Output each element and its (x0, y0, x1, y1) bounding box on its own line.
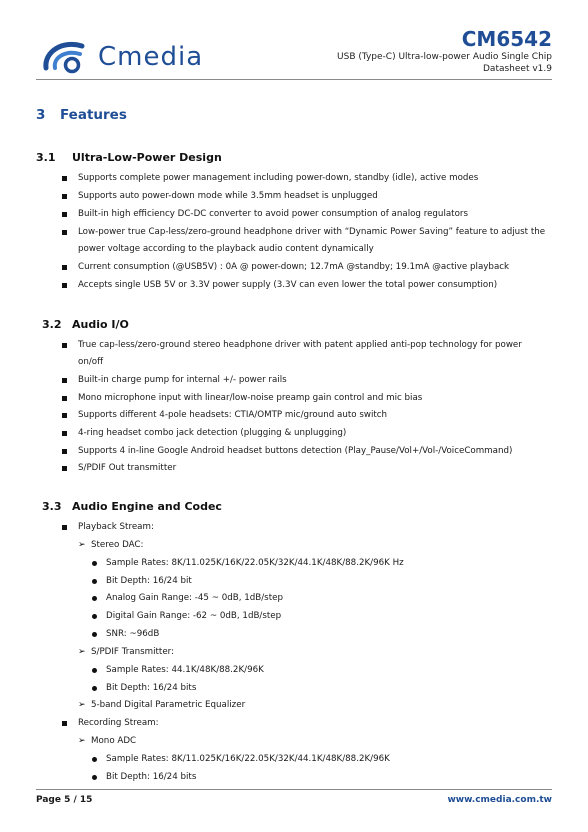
bullet-square-icon (62, 525, 67, 530)
bullet-dot-icon (92, 775, 97, 780)
bullet-dot-icon (92, 579, 97, 584)
subsection-title: Audio I/O (72, 318, 129, 331)
list-item: Low-power true Cap-less/zero-ground headphone driver with “Dynamic Power Saving” feature to adjust the (78, 227, 546, 237)
bullet-square-icon (62, 466, 67, 471)
bullet-square-icon (62, 212, 67, 217)
cmedia-logo-icon (40, 38, 96, 74)
bullet-dot-icon (92, 668, 97, 673)
bullet-square-icon (62, 431, 67, 436)
subsection-title: Audio Engine and Codec (72, 500, 222, 513)
list-item: 5-band Digital Parametric Equalizer (91, 700, 246, 710)
bullet-square-icon (62, 176, 67, 181)
bullet-dot-icon (92, 686, 97, 691)
list-item: Analog Gain Range: -45 ~ 0dB, 1dB/step (106, 593, 283, 603)
arrow-bullet-icon: ➢ (78, 647, 86, 657)
list-item: Built-in charge pump for internal +/- power rails (78, 375, 287, 385)
bullet-square-icon (62, 265, 67, 270)
list-item: Sample Rates: 8K/11.025K/16K/22.05K/32K/44.1K/48K/88.2K/96K Hz (106, 558, 404, 568)
list-item: Bit Depth: 16/24 bits (106, 683, 197, 693)
list-item: Built-in high efficiency DC-DC converter to avoid power consumption of analog regulators (78, 209, 468, 219)
product-name: CM6542 (461, 27, 552, 51)
list-item: Mono microphone input with linear/low-noise preamp gain control and mic bias (78, 393, 423, 403)
website-link[interactable]: www.cmedia.com.tw (447, 795, 552, 805)
list-item: Supports 4 in-line Google Android headset buttons detection (Play_Pause/Vol+/Vol-/VoiceCommand) (78, 446, 513, 456)
bullet-square-icon (62, 343, 67, 348)
list-item: Supports auto power-down mode while 3.5mm headset is unplugged (78, 191, 378, 201)
list-item: 4-ring headset combo jack detection (plugging & unplugging) (78, 428, 347, 438)
bullet-square-icon (62, 721, 67, 726)
arrow-bullet-icon: ➢ (78, 700, 86, 710)
list-item: Supports different 4-pole headsets: CTIA/OMTP mic/ground auto switch (78, 410, 388, 420)
list-item: Accepts single USB 5V or 3.3V power supply (3.3V can even lower the total power consumption) (78, 280, 498, 290)
bullet-square-icon (62, 413, 67, 418)
list-item-continuation: power voltage according to the playback audio content dynamically (78, 244, 374, 254)
bullet-dot-icon (92, 632, 97, 637)
list-item: Bit Depth: 16/24 bits (106, 772, 197, 782)
list-item: S/PDIF Transmitter: (91, 647, 175, 657)
subsection-number: 3.3 (42, 500, 62, 513)
document-subtitle: USB (Type-C) Ultra-low-power Audio Single Chip (337, 52, 552, 62)
list-item: Stereo DAC: (91, 540, 144, 550)
bullet-square-icon (62, 378, 67, 383)
list-item: SNR: ~96dB (106, 629, 160, 639)
bullet-dot-icon (92, 757, 97, 762)
page-number: Page 5 / 15 (36, 795, 93, 805)
list-item: Current consumption (@USB5V) : 0A @ power-down; 12.7mA @standby; 19.1mA @active playback (78, 262, 510, 272)
arrow-bullet-icon: ➢ (78, 540, 86, 550)
arrow-bullet-icon: ➢ (78, 736, 86, 746)
logo-text: Cmedia (98, 42, 204, 72)
subsection-number: 3.1 (36, 151, 56, 164)
document-version: Datasheet v1.9 (483, 64, 552, 74)
bullet-square-icon (62, 194, 67, 199)
list-item-continuation: on/off (78, 357, 104, 367)
subsection-number: 3.2 (42, 318, 62, 331)
bullet-square-icon (62, 449, 67, 454)
list-item: Supports complete power management including power-down, standby (idle), active modes (78, 173, 479, 183)
list-item: Playback Stream: (78, 522, 154, 532)
list-item: S/PDIF Out transmitter (78, 463, 177, 473)
bullet-square-icon (62, 230, 67, 235)
list-item: Mono ADC (91, 736, 137, 746)
list-item: Bit Depth: 16/24 bit (106, 576, 192, 586)
section-number: 3 (36, 107, 46, 123)
list-item: True cap-less/zero-ground stereo headphone driver with patent applied anti-pop technology for power (78, 340, 522, 350)
bullet-square-icon (62, 283, 67, 288)
list-item: Recording Stream: (78, 718, 159, 728)
list-item: Sample Rates: 8K/11.025K/16K/22.05K/32K/44.1K/48K/88.2K/96K (106, 754, 390, 764)
subsection-title: Ultra-Low-Power Design (72, 151, 222, 164)
bullet-dot-icon (92, 561, 97, 566)
bullet-dot-icon (92, 596, 97, 601)
list-item: Digital Gain Range: -62 ~ 0dB, 1dB/step (106, 611, 282, 621)
list-item: Sample Rates: 44.1K/48K/88.2K/96K (106, 665, 264, 675)
bullet-dot-icon (92, 614, 97, 619)
section-title: Features (60, 107, 127, 123)
footer-divider (36, 789, 552, 790)
header-divider (36, 79, 552, 80)
bullet-square-icon (62, 396, 67, 401)
